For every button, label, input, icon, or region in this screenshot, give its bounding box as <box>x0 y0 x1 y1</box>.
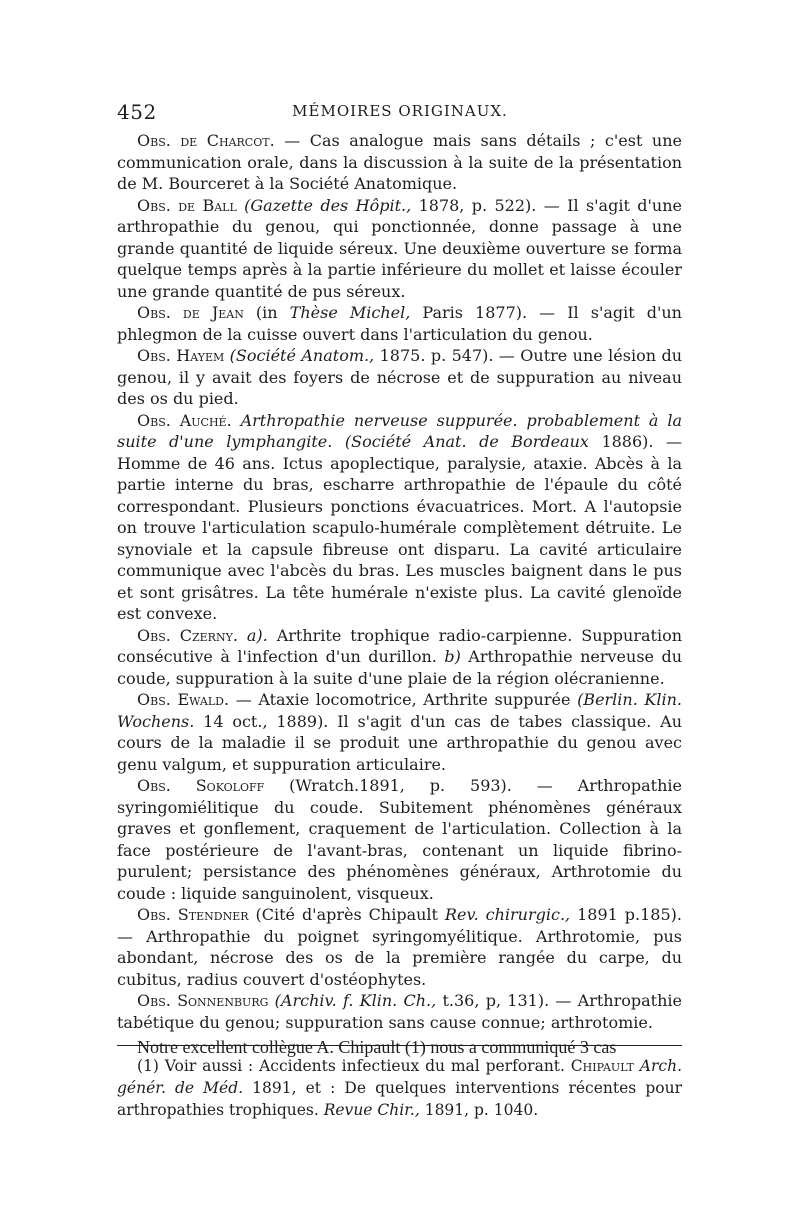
page-number: 452 <box>117 100 157 124</box>
obs-czerny: Obs. Czerny. a). Arthrite trophique radio-carpienne. Suppuration consécutive à l'infection d'un durillon. b) Arthropathie nerveuse du coude, suppuration à la suite d'une plaie de la région olécranienne. <box>117 625 682 688</box>
obs-sonnenburg: Obs. Sonnenburg (Archiv. f. Klin. Ch., t.36, p, 131). — Arthropathie tabétique du genou; suppuration sans cause connue; arthrotomie. <box>117 991 682 1032</box>
page-header <box>117 100 683 126</box>
obs-auche: Obs. Auché. Arthropathie nerveuse suppurée. probablement à la suite d'une lymphangite. (Société Anat. de Bordeaux 1886). — Homme de 46 ans. Ictus apoplectique, paralysie, ataxie. Abcès à la partie interne du bras, escharre arthropathie de l'épaule du côté correspondant. Plusieurs ponctions évacuatrices. Mort. A l'autopsie on trouve l'articulation scapulo-humérale complètement détruite. Le synoviale et la capsule fibreuse ont disparu. La cavité articulaire communique avec l'abcès du bras. Les muscles baignent dans le pus et sont grisâtres. La tête humérale n'existe plus. La cavité glenoïde est convexe. <box>117 410 683 623</box>
closing-line: Notre excellent collègue A. Chipault (1) nous a communiqué 3 cas <box>137 1037 617 1057</box>
obs-stendner: Obs. Stendner (Cité d'après Chipault Rev. chirurgic., 1891 p.185). — Arthropathie du poignet syringomyélitique. Arthrotomie, pus abondant, nécrose des os de la première rangée du carpe, du cubitus, radius couvert d'ostéophytes. <box>117 905 682 989</box>
footnote-rule <box>117 1045 682 1046</box>
obs-charcot: Obs. de Charcot. — Cas analogue mais sans détails ; c'est une communication orale, dans la discussion à la suite de la présentation de M. Bourceret à la Société Anatomique. <box>117 131 683 193</box>
obs-ewald: Obs. Ewald. — Ataxie locomotrice, Arthrite suppurée (Berlin. Klin. Wochens. 14 oct., 1889). Il s'agit d'un cas de tabes classique. Au cours de la maladie il se produit une arthropathie du genou avec genu valgum, et suppuration articulaire. <box>117 690 683 774</box>
footnote: (1) Voir aussi : Accidents infectieux du mal perforant. Chipault Arch. génér. de Méd. 1891, et : De quelques interventions récentes pour arthropathies trophiques. Revue Chir., 1891, p. 1040. <box>117 1057 682 1119</box>
obs-jean: Obs. de Jean (in Thèse Michel, Paris 1877). — Il s'agit d'un phlegmon de la cuisse ouvert dans l'articulation du genou. <box>117 303 682 344</box>
obs-sokoloff: Obs. Sokoloff (Wratch.1891, p. 593). — Arthropathie syringomiélitique du coude. Subitement phénomènes généraux graves et gonflement, craquement de l'articulation. Collection à la face postérieure de l'avant-bras, contenant un liquide fibrino-purulent; persistance des phénomènes généraux, Arthrotomie du coude : liquide sanguinolent, visqueux. <box>117 776 682 903</box>
running-title: MÉMOIRES ORIGINAUX. <box>292 102 508 120</box>
obs-hayem: Obs. Hayem (Société Anatom., 1875. p. 547). — Outre une lésion du genou, il y avait des foyers de nécrose et de suppuration au niveau des os du pied. <box>117 346 682 408</box>
body-text <box>117 130 682 1059</box>
obs-ball: Obs. de Ball (Gazette des Hôpit., 1878, p. 522). — Il s'agit d'une arthropathie du genou, qui ponctionnée, donne passage à une grande quantité de liquide séreux. Une deuxième ouverture se forma quelque temps après à la partie inférieure du mollet et laisse écouler une grande quantité de pus séreux. <box>117 195 682 301</box>
